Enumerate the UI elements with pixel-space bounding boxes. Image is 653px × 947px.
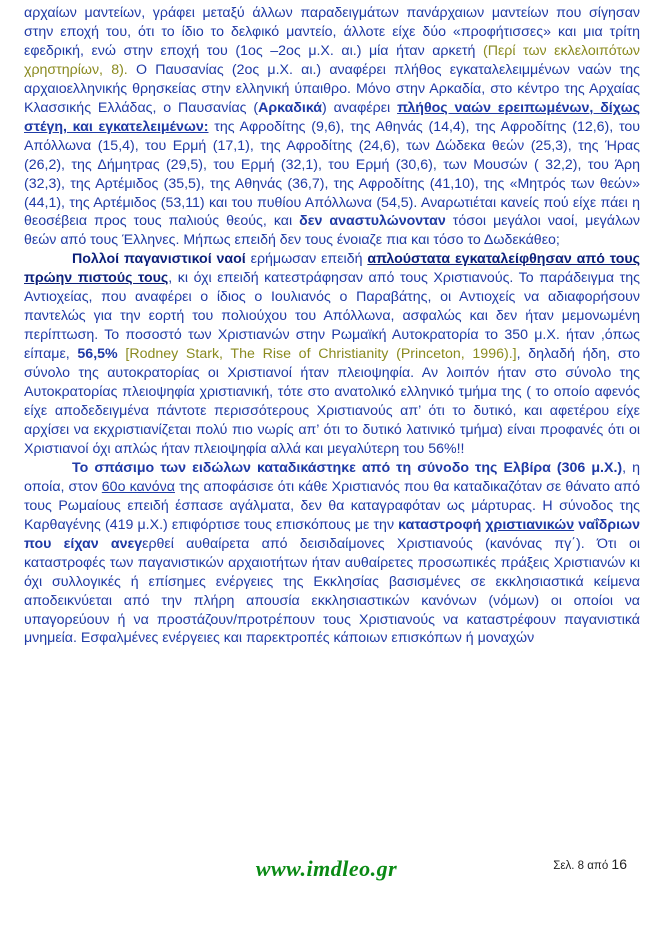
- paragraph: [24, 459, 640, 649]
- text-run: της αποφάσισε ότι κάθε Χριστιανός που θα καταδικαζόταν σε θάνατο από τους Ρωμαίους επειδή έσπασε αγάλματα, δεν θα καταγραφόταν ως μάρτυρας. Η σύνοδος της Καρθαγένης (419 μ.Χ.) επιφόρτισε τους επισκόπους με την: [24, 478, 640, 533]
- text-run: ) αναφέρει: [322, 99, 398, 116]
- text-run: Ο Παυσανίας (2ος μ.Χ. αι.) αναφέρει πλήθος εγκαταλελειμμένων ναών της αρχαιοελληνικής θρησκείας στην ελληνική ύπαιθρο. Μόνο στην Αρκαδία, στο κέντρο της Αρχαίας Κλασσικής Ελλάδας, ο Παυσανίας (: [24, 61, 641, 116]
- text-run: αρχαίων μαντείων, γράφει μεταξύ άλλων παραδειγμάτων πανάρχαιων μαντείων που σίγησαν στην εποχή του, ότι το ίδιο το δελφικό μαντείο, άλλοτε είχε δύο «προφήτισσες» και μια τρίτη εφεδρική, ενώ στην εποχή του (1ος –2ος μ.Χ. αι.) μία ήταν αρκετή: [24, 5, 640, 59]
- text-run: (Περί των εκλελοιπότων χρηστηρίων, 8).: [24, 42, 640, 78]
- text-run: ερήμωσαν επειδή: [245, 251, 368, 268]
- text-run: καταστροφή: [398, 516, 486, 533]
- text-run: ερθεί αυθαίρετα από δεισιδαίμονες Χριστιανούς (κανόνας πγ΄). Ότι οι καταστροφές των παγανιστικών αρχαιοτήτων ήταν αυθαίρετες προσωπικές πράξεις Χριστιανών κι όχι συλλογικές ή επίσημες ενέργειες της Εκκλησίας βασισμένες σε εκκλησιαστικά κείμενα αποδεικνύεται από την πλήρη απουσία εκκλησιαστικών κανόνων (νόμων) οι οποίοι να υπαγορεύουν ή να προστάζουν/προτρέπουν τους Χριστιανούς να καταστρέφουν παγανιστικά μνημεία. Εσφαλμένες ενέργειες και παρεκτροπές κάποιων επισκόπων ή μοναχών: [24, 535, 641, 647]
- text-run: , η οποία, στον: [24, 459, 640, 495]
- text-run: Αρκαδικά: [258, 99, 323, 116]
- text-run: 56,5%: [77, 346, 118, 363]
- footer-website-link[interactable]: www.imdleo.gr: [255, 856, 398, 881]
- text-run: Πολλοί παγανιστικοί ναοί: [72, 251, 246, 268]
- text-run: πλήθος ναών ερειπωμένων, δίχως στέγη, και εγκατελειμένων:: [24, 99, 640, 135]
- text-run: Το σπάσιμο των ειδώλων καταδικάστηκε από τη σύνοδο της Ελβίρα (306 μ.Χ.): [72, 459, 623, 476]
- text-run: , κι όχι επειδή κατεστράφησαν από τους Χριστιανούς. Το παράδειγμα της Αντιοχείας, που αναφέρει ο ίδιος ο Ιουλιανός ο Παραβάτης, οι Αντιοχείς να αδιαφορήσουν παντελώς για την εορτή του πολιούχου του Απόλλωνα, ασφαλώς και δεν ήταν μεμονωμένη περίπτωση. Το ποσοστό των Χριστιανών στην Ρωμαϊκή Αυτοκρατορία το 350 μ.Χ. ήταν ,όπως είπαμε,: [24, 270, 640, 363]
- text-run: τόσοι μεγάλοι ναοί, μεγάλων θεών από τους Έλληνες. Μήπως επειδή δεν τους ένοιαζε πια και τόσο το Δωδεκάθεο;: [24, 213, 640, 249]
- paragraph: [24, 250, 640, 458]
- text-run: δεν αναστυλώνονταν: [299, 213, 446, 230]
- text-run: απλούστατα εγκαταλείφθησαν από τους πρώην πιστούς τους: [24, 251, 640, 287]
- text-run: [Rodney Stark, The Rise of Christianity (Princeton, 1996).]: [125, 346, 517, 363]
- paragraph: [24, 4, 640, 250]
- text-run: 60ο κανόνα: [101, 478, 175, 495]
- text-run: , δηλαδή ήδη, στο σύνολο της αυτοκρατορίας οι Χριστιανοί ήταν πλειοψηφία. Αν λοιπόν ήταν στο σύνολο της Αυτοκρατορίας πλειοψηφία χριστιανική, τότε στο ανατολικό ελληνικό τμήμα της ( το οποίο αφενός είχε αποδεδειγμένα πάντοτε περισσότερους Χριστιανούς απ’ ότι το δυτικό, και αφετέρου είχε αρχίσει να εκχριστιανίζεται πολύ πιο νωρίς απ’ ότι το δυτικό λατινικό τμήμα) είναι προφανές ότι οι Χριστιανοί όχι απλώς ήταν πλειοψηφία αλλά και μεγαλύτερη του 56%!!: [24, 346, 640, 457]
- text-run: χριστιανικών: [485, 516, 575, 533]
- page-number: [553, 856, 627, 872]
- page-number-label: Σελ. 8 από: [553, 860, 609, 872]
- page-total: 16: [611, 856, 627, 872]
- text-run: της Αφροδίτης (9,6), της Αθηνάς (14,4), της Αφροδίτης (12,6), του Απόλλωνα (15,4), του Ερμή (17,1), της Αφροδίτης (24,6), των Δώδεκα θεών (25,3), της Ήρας (26,2), της Δήμητρας (29,5), του Ερμή (32,1), του Ερμή (30,6), των Μουσών ( 32,2), του Άρη (32,3), της Αρτέμιδος (35,5), της Αθηνάς (36,7), της Αφροδίτης (41,10), της «Μητρός των θεών» (44,1), της Αρτέμιδος (53,11) και του πυθίου Απόλλωνα (54,5). Αναρωτιέται κανείς πού είχε πάει η θεοσέβεια προς τους παλιούς θεούς, και: [24, 118, 641, 230]
- text-run: ναΐδριων που είχαν ανεγ: [24, 516, 640, 552]
- article-body: [24, 4, 640, 648]
